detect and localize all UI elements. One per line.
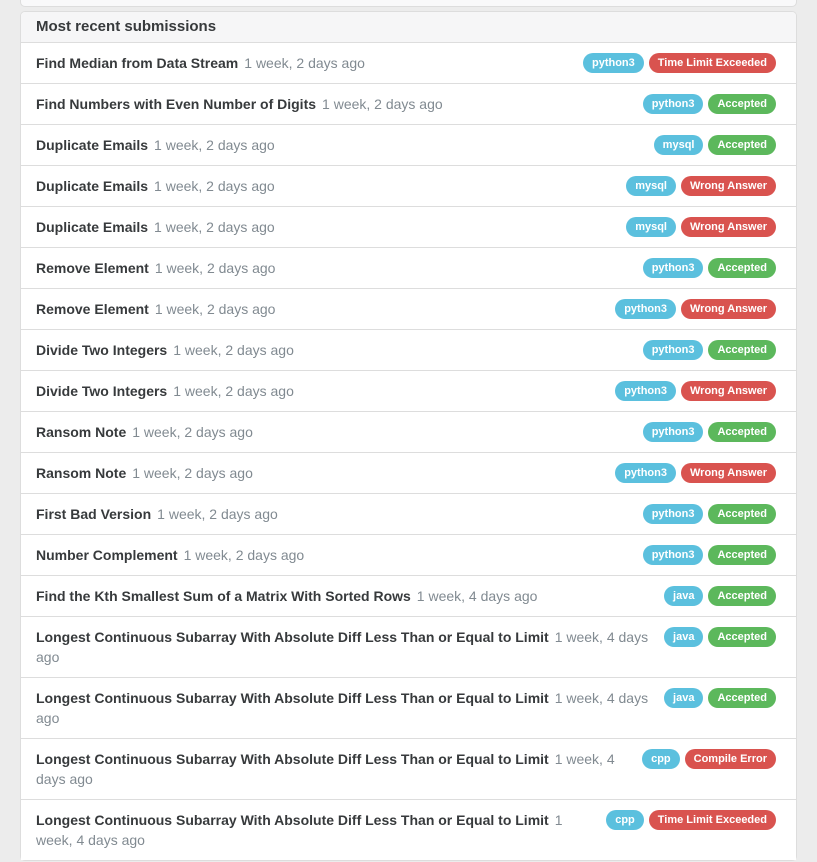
submission-info — [36, 422, 643, 442]
submission-row — [21, 738, 796, 799]
submission-timestamp: 1 week, 2 days ago — [154, 137, 275, 153]
status-badge: Accepted — [708, 135, 776, 155]
submission-badges — [643, 94, 776, 114]
card-header — [21, 12, 796, 43]
status-badge: Accepted — [708, 94, 776, 114]
submission-timestamp: 1 week, 2 days ago — [154, 219, 275, 235]
status-badge: Wrong Answer — [681, 176, 776, 196]
submission-badges — [615, 299, 776, 319]
language-badge: python3 — [643, 545, 704, 565]
submission-row — [21, 411, 796, 452]
submission-title: Find Numbers with Even Number of Digits — [36, 96, 317, 112]
submission-timestamp: 1 week, 2 days ago — [157, 506, 278, 522]
submission-timestamp: 1 week, 2 days ago — [173, 342, 294, 358]
language-badge: python3 — [643, 340, 704, 360]
submission-title: Find Median from Data Stream — [36, 55, 239, 71]
language-badge: java — [664, 627, 703, 647]
submission-title: Duplicate Emails — [36, 178, 149, 194]
submission-info — [36, 627, 664, 667]
submission-timestamp: 1 week, 2 days ago — [183, 547, 305, 563]
submission-row — [21, 677, 796, 738]
submission-info — [36, 299, 615, 319]
submission-timestamp: 1 week, 2 days ago — [154, 301, 276, 317]
submission-row — [21, 288, 796, 329]
submission-timestamp: 1 week, 4 days ago — [36, 629, 649, 665]
submission-info — [36, 217, 626, 237]
submission-badges — [664, 586, 776, 606]
status-badge: Wrong Answer — [681, 381, 776, 401]
submission-badges — [583, 53, 776, 73]
submission-timestamp: 1 week, 4 days ago — [36, 812, 563, 848]
submission-row — [21, 799, 796, 860]
language-badge: mysql — [626, 217, 676, 237]
submission-info — [36, 176, 626, 196]
submission-timestamp: 1 week, 2 days ago — [322, 96, 443, 112]
submission-timestamp: 1 week, 4 days ago — [36, 690, 649, 726]
submission-timestamp: 1 week, 2 days ago — [154, 260, 276, 276]
submission-timestamp: 1 week, 4 days ago — [36, 751, 615, 787]
status-badge: Accepted — [708, 688, 776, 708]
language-badge: cpp — [606, 810, 644, 830]
submission-info — [36, 94, 643, 114]
card-header-title: Most recent submissions — [36, 18, 217, 35]
language-badge: python3 — [643, 504, 704, 524]
status-badge: Accepted — [708, 258, 776, 278]
submission-info — [36, 749, 642, 789]
submission-title: First Bad Version — [36, 506, 152, 522]
status-badge: Accepted — [708, 422, 776, 442]
submission-row — [21, 575, 796, 616]
submission-row — [21, 165, 796, 206]
status-badge: Compile Error — [685, 749, 776, 769]
language-badge: cpp — [642, 749, 680, 769]
submission-info — [36, 810, 606, 850]
submission-badges — [626, 217, 776, 237]
submission-row — [21, 43, 796, 83]
submission-title: Duplicate Emails — [36, 219, 149, 235]
language-badge: python3 — [643, 94, 704, 114]
submission-title: Longest Continuous Subarray With Absolute Diff Less Than or Equal to Limit — [36, 629, 549, 645]
status-badge: Wrong Answer — [681, 463, 776, 483]
status-badge: Wrong Answer — [681, 217, 776, 237]
submission-badges — [615, 381, 776, 401]
submission-timestamp: 1 week, 2 days ago — [244, 55, 365, 71]
language-badge: python3 — [643, 258, 704, 278]
submission-info — [36, 463, 615, 483]
submission-info — [36, 688, 664, 728]
submission-title: Longest Continuous Subarray With Absolute Diff Less Than or Equal to Limit — [36, 751, 549, 767]
language-badge: python3 — [615, 463, 676, 483]
submission-info — [36, 586, 664, 606]
submission-row — [21, 370, 796, 411]
status-badge: Accepted — [708, 545, 776, 565]
submission-timestamp: 1 week, 2 days ago — [132, 424, 253, 440]
submission-badges — [664, 688, 776, 708]
language-badge: python3 — [643, 422, 704, 442]
submission-timestamp: 1 week, 4 days ago — [416, 588, 538, 604]
previous-card-bottom-edge — [20, 0, 797, 7]
submission-badges — [664, 627, 776, 647]
submission-badges — [643, 545, 776, 565]
submission-badges — [606, 810, 776, 830]
submission-badges — [643, 504, 776, 524]
submission-info — [36, 340, 643, 360]
language-badge: python3 — [583, 53, 644, 73]
submission-title: Number Complement — [36, 547, 178, 563]
language-badge: python3 — [615, 381, 676, 401]
status-badge: Accepted — [708, 504, 776, 524]
submission-title: Remove Element — [36, 260, 149, 276]
submission-badges — [654, 135, 776, 155]
submission-row — [21, 616, 796, 677]
submission-info — [36, 545, 643, 565]
status-badge: Accepted — [708, 340, 776, 360]
submission-title: Longest Continuous Subarray With Absolute Diff Less Than or Equal to Limit — [36, 812, 549, 828]
submission-badges — [643, 340, 776, 360]
submission-badges — [642, 749, 776, 769]
language-badge: mysql — [654, 135, 704, 155]
submission-row — [21, 493, 796, 534]
submission-badges — [626, 176, 776, 196]
submission-title: Ransom Note — [36, 465, 127, 481]
submission-title: Divide Two Integers — [36, 383, 168, 399]
submission-title: Divide Two Integers — [36, 342, 168, 358]
submission-title: Remove Element — [36, 301, 149, 317]
submission-row — [21, 247, 796, 288]
submission-row — [21, 329, 796, 370]
submission-title: Longest Continuous Subarray With Absolute Diff Less Than or Equal to Limit — [36, 690, 549, 706]
submission-title: Find the Kth Smallest Sum of a Matrix With Sorted Rows — [36, 588, 411, 604]
language-badge: python3 — [615, 299, 676, 319]
submission-info — [36, 258, 643, 278]
status-badge: Accepted — [708, 627, 776, 647]
status-badge: Time Limit Exceeded — [649, 810, 776, 830]
submission-title: Duplicate Emails — [36, 137, 149, 153]
submission-timestamp: 1 week, 2 days ago — [132, 465, 253, 481]
submission-info — [36, 504, 643, 524]
submission-row — [21, 83, 796, 124]
status-badge: Wrong Answer — [681, 299, 776, 319]
submission-timestamp: 1 week, 2 days ago — [154, 178, 275, 194]
submission-info — [36, 53, 583, 73]
submission-badges — [615, 463, 776, 483]
submission-info — [36, 381, 615, 401]
submission-info — [36, 135, 654, 155]
status-badge: Accepted — [708, 586, 776, 606]
language-badge: java — [664, 688, 703, 708]
language-badge: java — [664, 586, 703, 606]
submission-badges — [643, 422, 776, 442]
submission-row — [21, 452, 796, 493]
submission-badges — [643, 258, 776, 278]
submissions-list — [21, 43, 796, 860]
submission-row — [21, 534, 796, 575]
submission-row — [21, 206, 796, 247]
language-badge: mysql — [626, 176, 676, 196]
submission-timestamp: 1 week, 2 days ago — [173, 383, 294, 399]
submission-title: Ransom Note — [36, 424, 127, 440]
status-badge: Time Limit Exceeded — [649, 53, 776, 73]
recent-submissions-card — [20, 11, 797, 861]
submission-row — [21, 124, 796, 165]
